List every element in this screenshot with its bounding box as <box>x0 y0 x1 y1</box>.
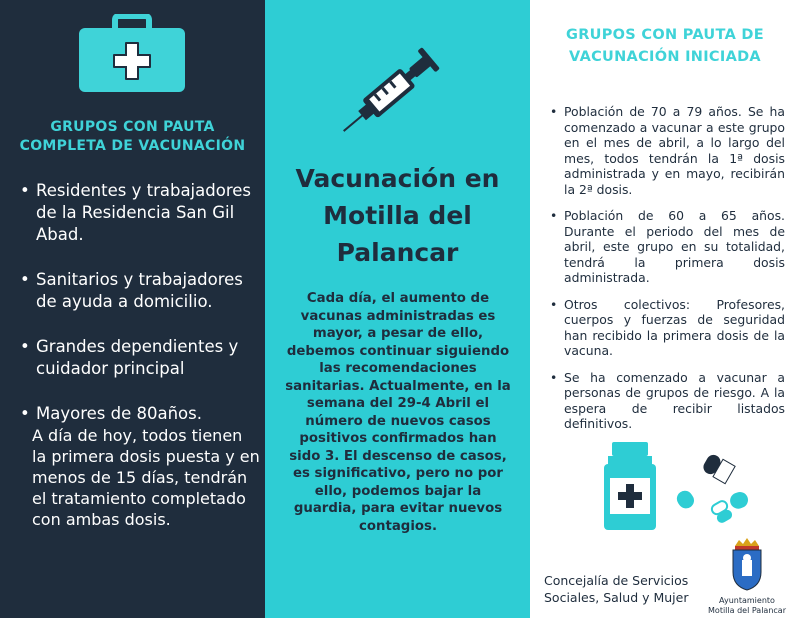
list-item: • Se ha comenzado a vacunar a personas de grupos de riesgo. A la espera de recibir listados definitivos. <box>550 370 785 432</box>
right-column <box>530 0 800 618</box>
first-aid-kit-icon <box>77 14 187 94</box>
left-title: GRUPOS CON PAUTA COMPLETA DE VACUNACIÓN <box>19 119 246 154</box>
list-item: • Mayores de 80años. A día de hoy, todos tienen la primera dosis puesta y en menos de 15 días, tendrán el tratamiento completado con ambas dosis. <box>20 403 260 530</box>
coat-of-arms-icon <box>727 538 767 592</box>
page-title: Vacunación en Motilla del Palancar <box>295 164 500 267</box>
town-hall-logo: Ayuntamiento Motilla del Palancar <box>702 538 792 616</box>
medicine-pills-icon <box>600 440 780 540</box>
complete-groups-list <box>20 180 260 553</box>
list-item: • Residentes y trabajadores de la Residencia San Gil Abad. <box>20 180 260 246</box>
started-groups-list <box>550 104 785 443</box>
syringe-icon <box>340 38 450 138</box>
list-item: • Población de 70 a 79 años. Se ha comenzado a vacunar a este grupo en el mes de abril, a lo largo del mes, todos tendrán la 1ª dosis administrada y en mayo, recibirán la 2ª dosis. <box>550 104 785 197</box>
main-paragraph: Cada día, el aumento de vacunas administradas es mayor, a pesar de ello, debemos continuar siguiendo las recomendaciones sanitarias. Actualmente, en la semana del 29-4 Abril el número de nuevos casos positivos confirmados han sido 3. El descenso de casos, es significativo, pero no por ello, podemos bajar la guardia, para evitar nuevos contagios. <box>285 291 511 534</box>
list-item: • Grandes dependientes y cuidador principal <box>20 336 260 380</box>
middle-column <box>265 0 530 618</box>
department-footer: Concejalía de Servicios Sociales, Salud y Mujer <box>544 573 689 605</box>
list-item: • Sanitarios y trabajadores de ayuda a domicilio. <box>20 269 260 313</box>
left-column <box>0 0 265 618</box>
list-item: • Otros colectivos: Profesores, cuerpos y fuerzas de seguridad han recibido la primera dosis de la vacuna. <box>550 297 785 359</box>
list-item: • Población de 60 a 65 años. Durante el periodo del mes de abril, este grupo en su totalidad, tendrá la primera dosis administrada. <box>550 208 785 286</box>
right-title: GRUPOS CON PAUTA DE VACUNACIÓN INICIADA <box>566 27 764 65</box>
